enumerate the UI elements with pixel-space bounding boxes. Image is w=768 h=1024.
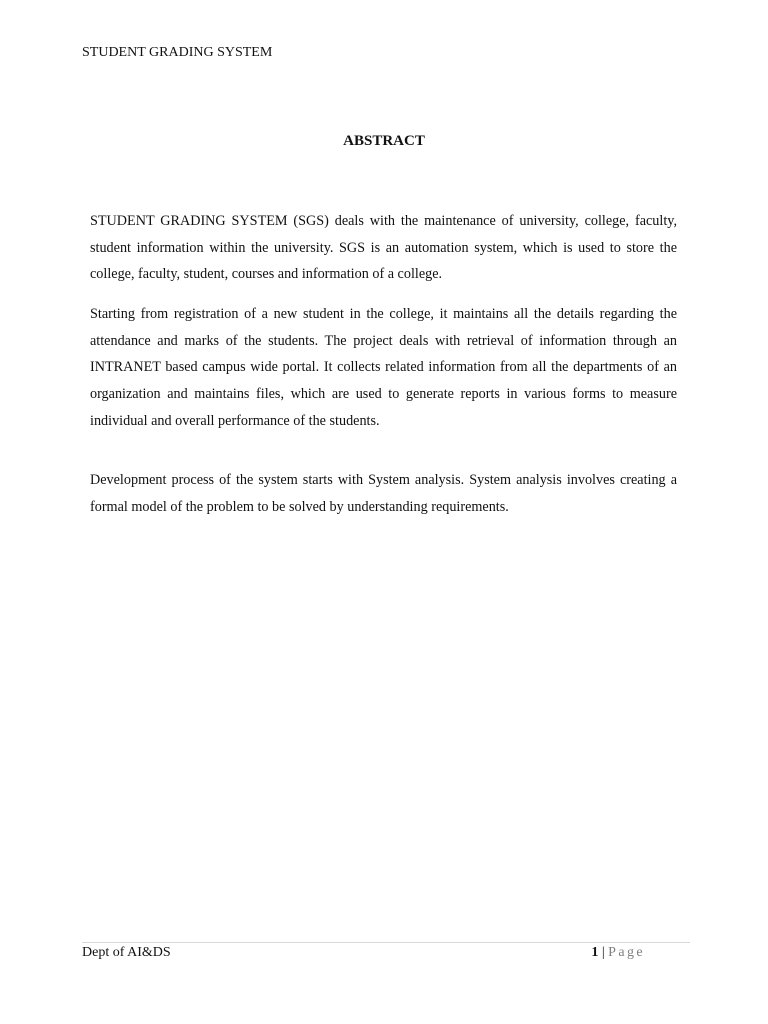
footer-divider	[82, 942, 690, 943]
page-separator: |	[598, 945, 609, 960]
paragraph-1: STUDENT GRADING SYSTEM (SGS) deals with the maintenance of university, college, faculty, student information within the university. SGS is an automation system, which is used to store the college, faculty, student, courses and information of a college.	[90, 213, 677, 283]
footer-department: Dept of AI&DS	[82, 945, 171, 960]
footer-page-indicator	[591, 945, 645, 961]
section-heading: ABSTRACT	[343, 133, 425, 149]
page-number: 1	[591, 945, 599, 960]
paragraph-3: Development process of the system starts with System analysis. System analysis involves creating a formal model of the problem to be solved by understanding requirements.	[90, 472, 677, 515]
page-label: Page	[608, 945, 645, 960]
running-header: STUDENT GRADING SYSTEM	[82, 45, 273, 60]
paragraph-2: Starting from registration of a new student in the college, it maintains all the details regarding the attendance and marks of the students. The project deals with retrieval of information through an INTRANET based campus wide portal. It collects related information from all the departments of an organization and maintains files, which are used to generate reports in various forms to measure individual and overall performance of the students.	[90, 306, 677, 429]
